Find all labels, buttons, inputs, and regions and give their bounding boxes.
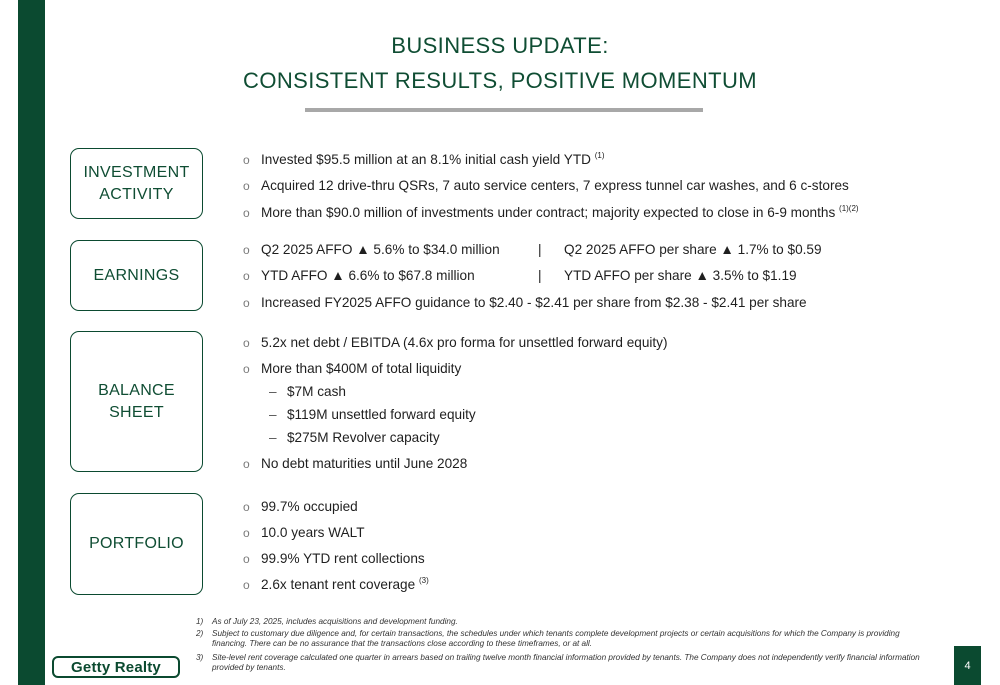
- footnote-2: [196, 629, 936, 649]
- earnings-row-2-left-text: YTD AFFO ▲ 6.6% to $67.8 million: [261, 268, 475, 283]
- liquidity-sub-item-1-text: $7M cash: [287, 384, 346, 399]
- portfolio-item-1: [243, 499, 358, 514]
- footnote-ref: (1)(2): [839, 204, 859, 213]
- earnings-row-1-left: [243, 242, 500, 257]
- investment-item-1: [243, 151, 605, 167]
- bullet-icon: o: [243, 500, 250, 514]
- footnote-1-text: As of July 23, 2025, includes acquisitions and development funding.: [212, 617, 458, 626]
- page-title-line2: CONSISTENT RESULTS, POSITIVE MOMENTUM: [243, 68, 757, 93]
- balance-sheet-item-3-text: No debt maturities until June 2028: [261, 456, 468, 471]
- getty-realty-logo: Getty Realty: [52, 656, 180, 678]
- bullet-icon: o: [243, 552, 250, 566]
- earnings-separator: |: [538, 268, 542, 283]
- portfolio-item-4: [243, 576, 429, 592]
- bullet-icon: o: [243, 206, 250, 220]
- portfolio-item-3: [243, 551, 425, 566]
- bullet-icon: o: [243, 269, 250, 283]
- balance-sheet-label-line1: BALANCE: [98, 381, 175, 399]
- bullet-icon: o: [243, 457, 250, 471]
- footnote-3-number: 3): [196, 653, 204, 662]
- balance-sheet-item-2: [243, 361, 461, 376]
- page-number: 4: [954, 646, 981, 685]
- investment-activity-box: [70, 148, 203, 219]
- bullet-icon: o: [243, 179, 250, 193]
- earnings-row-2-left: [243, 268, 475, 283]
- portfolio-label: PORTFOLIO: [89, 535, 184, 552]
- portfolio-item-1-text: 99.7% occupied: [261, 499, 358, 514]
- earnings-separator: |: [538, 242, 542, 257]
- left-brand-bar: [18, 0, 45, 685]
- footnote-3: [196, 653, 936, 673]
- balance-sheet-item-2-text: More than $400M of total liquidity: [261, 361, 462, 376]
- title-divider: [305, 108, 703, 112]
- earnings-box: [70, 240, 203, 311]
- earnings-row-3-text: Increased FY2025 AFFO guidance to $2.40 - $2.41 per share from $2.38 - $2.41 per share: [261, 295, 807, 310]
- earnings-row-2-right: YTD AFFO per share ▲ 3.5% to $1.19: [564, 268, 797, 283]
- liquidity-sub-item-3: [269, 430, 440, 445]
- balance-sheet-label-line2: SHEET: [109, 403, 164, 421]
- page-title-line1: BUSINESS UPDATE:: [391, 33, 609, 58]
- earnings-label: EARNINGS: [93, 266, 180, 284]
- footnote-1: [196, 617, 936, 627]
- balance-sheet-item-1-text: 5.2x net debt / EBITDA (4.6x pro forma for unsettled forward equity): [261, 335, 668, 350]
- liquidity-sub-item-2-text: $119M unsettled forward equity: [287, 407, 476, 422]
- investment-item-1-text: Invested $95.5 million at an 8.1% initial cash yield YTD: [261, 152, 591, 167]
- bullet-icon: o: [243, 296, 250, 310]
- liquidity-sub-item-1: [269, 384, 346, 399]
- portfolio-item-2-text: 10.0 years WALT: [261, 525, 365, 540]
- footnote-ref: (1): [594, 151, 605, 160]
- portfolio-item-4-text: 2.6x tenant rent coverage: [261, 577, 416, 592]
- balance-sheet-box: [70, 331, 203, 472]
- earnings-row-3: [243, 295, 807, 310]
- investment-activity-label-line1: INVESTMENT: [83, 163, 190, 181]
- balance-sheet-item-3: [243, 456, 467, 471]
- investment-item-3: [243, 204, 859, 220]
- footnote-ref: (3): [418, 576, 429, 585]
- earnings-row-1-right: Q2 2025 AFFO per share ▲ 1.7% to $0.59: [564, 242, 822, 257]
- investment-item-2: [243, 178, 849, 193]
- footnote-1-number: 1): [196, 617, 204, 626]
- dash-icon: –: [269, 430, 277, 445]
- portfolio-item-3-text: 99.9% YTD rent collections: [261, 551, 425, 566]
- liquidity-sub-item-2: [269, 407, 476, 422]
- liquidity-sub-item-3-text: $275M Revolver capacity: [287, 430, 440, 445]
- portfolio-box: [70, 493, 203, 595]
- footnote-2-text: Subject to customary due diligence and, for certain transactions, the schedules under which tenants complete development projects or certain acquisitions for which the Company is providing financing. There can be no assurance that the transactions close according to these timeframes, or at all.: [212, 629, 900, 648]
- footnote-3-text: Site-level rent coverage calculated one quarter in arrears based on trailing twelve month financial information provided by tenants. The Company does not independently verify financial information provided by tenants.: [212, 653, 920, 672]
- investment-item-2-text: Acquired 12 drive-thru QSRs, 7 auto service centers, 7 express tunnel car washes, and 6 c-stores: [261, 178, 849, 193]
- dash-icon: –: [269, 407, 277, 422]
- dash-icon: –: [269, 384, 277, 399]
- footnote-2-number: 2): [196, 629, 204, 638]
- bullet-icon: o: [243, 243, 250, 257]
- bullet-icon: o: [243, 336, 250, 350]
- bullet-icon: o: [243, 362, 250, 376]
- earnings-row-1-left-text: Q2 2025 AFFO ▲ 5.6% to $34.0 million: [261, 242, 500, 257]
- bullet-icon: o: [243, 526, 250, 540]
- balance-sheet-item-1: [243, 335, 668, 350]
- investment-item-3-text: More than $90.0 million of investments under contract; majority expected to close in 6-9 months: [261, 205, 836, 220]
- portfolio-item-2: [243, 525, 365, 540]
- bullet-icon: o: [243, 578, 250, 592]
- investment-activity-label-line2: ACTIVITY: [99, 185, 174, 203]
- bullet-icon: o: [243, 153, 250, 167]
